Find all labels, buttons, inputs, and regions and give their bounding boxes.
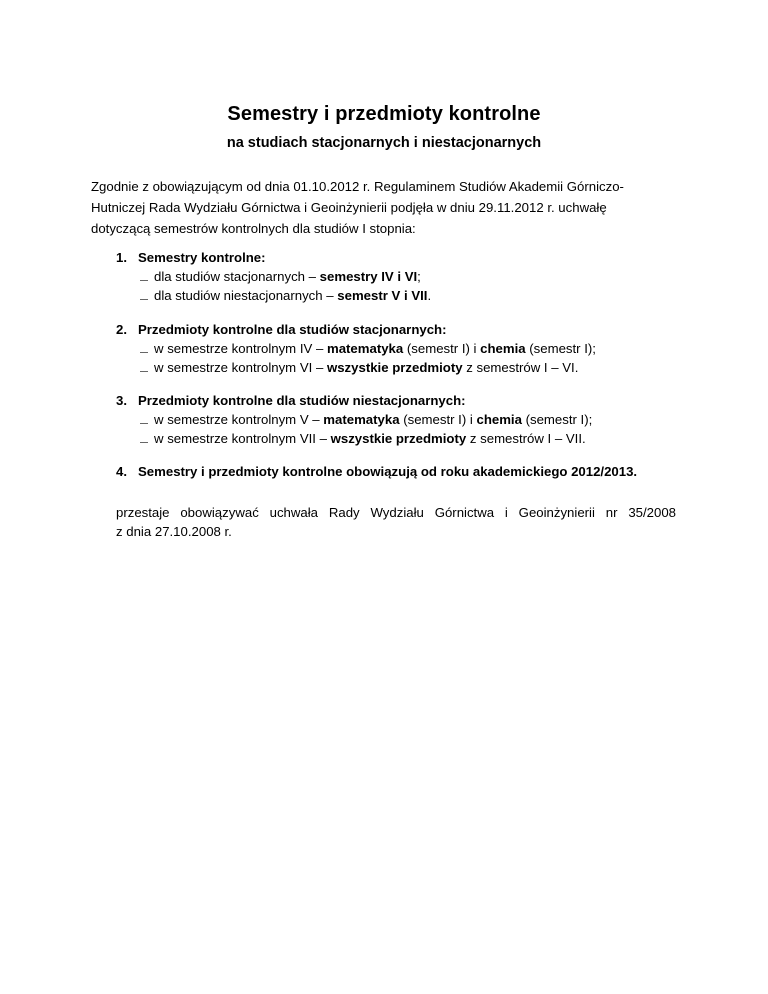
document-subtitle: na studiach stacjonarnych i niestacjonarnych (226, 135, 542, 151)
section-heading (116, 320, 706, 339)
item-text: w semestrze kontrolnym VI – (154, 360, 327, 375)
section-heading-text: Przedmioty kontrolne dla studiów stacjonarnych: (138, 322, 447, 337)
dash-bullet-icon (140, 423, 148, 424)
item-bold-text: matematyka (323, 412, 400, 427)
item-text: (semestr I); (521, 412, 593, 427)
item-bold-text: chemia (476, 412, 522, 427)
intro-paragraph (91, 176, 691, 239)
item-bold-text: wszystkie przedmioty (326, 360, 463, 375)
item-bold-text: matematyka (326, 341, 404, 356)
item-bold-text: semestr V i VII (337, 288, 428, 303)
dash-bullet-icon (140, 299, 148, 300)
intro-line: dotyczącą semestrów kontrolnych dla studiów I stopnia: (91, 221, 416, 236)
dash-bullet-icon (140, 442, 148, 443)
list-item (116, 429, 706, 448)
item-text: w semestrze kontrolnym VII – (154, 431, 331, 446)
section-1 (116, 248, 706, 305)
dash-bullet-icon (140, 280, 148, 281)
closing-line: z dnia 27.10.2008 r. (116, 524, 232, 539)
item-text: w semestrze kontrolnym V – (154, 412, 324, 427)
list-item (116, 410, 706, 429)
dash-bullet-icon (140, 352, 148, 353)
list-item (116, 358, 706, 377)
item-text: (semestr I) i (399, 412, 477, 427)
item-text: (semestr I); (525, 341, 596, 356)
item-text: w semestrze kontrolnym IV – (154, 341, 327, 356)
item-text: dla studiów niestacjonarnych – (154, 288, 338, 303)
intro-line: Hutniczej Rada Wydziału Górnictwa i Geoinżynierii podjęła w dniu 29.11.2012 r. uchwałę (91, 200, 607, 215)
section-number: 2. (116, 322, 127, 337)
item-text: ; (417, 269, 421, 284)
item-text: z semestrów I – VII. (466, 431, 586, 446)
section-3 (116, 391, 706, 448)
section-heading (116, 462, 706, 481)
intro-line: Zgodnie z obowiązującym od dnia 01.10.2012 r. Regulaminem Studiów Akademii Górniczo- (91, 179, 624, 194)
dash-bullet-icon (140, 371, 148, 372)
section-heading-text: Przedmioty kontrolne dla studiów niestacjonarnych: (138, 393, 466, 408)
section-heading-text: Semestry kontrolne: (138, 250, 266, 265)
section-heading (116, 248, 706, 267)
list-item (116, 339, 706, 358)
item-bold-text: chemia (480, 341, 526, 356)
section-number: 4. (116, 464, 127, 479)
closing-line: przestaje obowiązywać uchwała Rady Wydziału Górnictwa i Geoinżynierii nr 35/2008 (116, 505, 676, 520)
section-2 (116, 320, 706, 377)
section-number: 3. (116, 393, 127, 408)
closing-paragraph (116, 503, 676, 541)
item-bold-text: wszystkie przedmioty (330, 431, 467, 446)
item-text: dla studiów stacjonarnych – (154, 269, 320, 284)
document-title: Semestry i przedmioty kontrolne (227, 103, 541, 125)
item-bold-text: semestry IV i VI (319, 269, 418, 284)
list-item (116, 267, 706, 286)
item-text: (semestr I) i (403, 341, 481, 356)
section-heading-text: Semestry i przedmioty kontrolne obowiązują od roku akademickiego 2012/2013. (138, 464, 638, 479)
list-item (116, 286, 706, 305)
item-text: z semestrów I – VI. (462, 360, 579, 375)
section-4 (116, 462, 706, 481)
section-number: 1. (116, 250, 127, 265)
section-heading (116, 391, 706, 410)
item-text: . (427, 288, 432, 303)
